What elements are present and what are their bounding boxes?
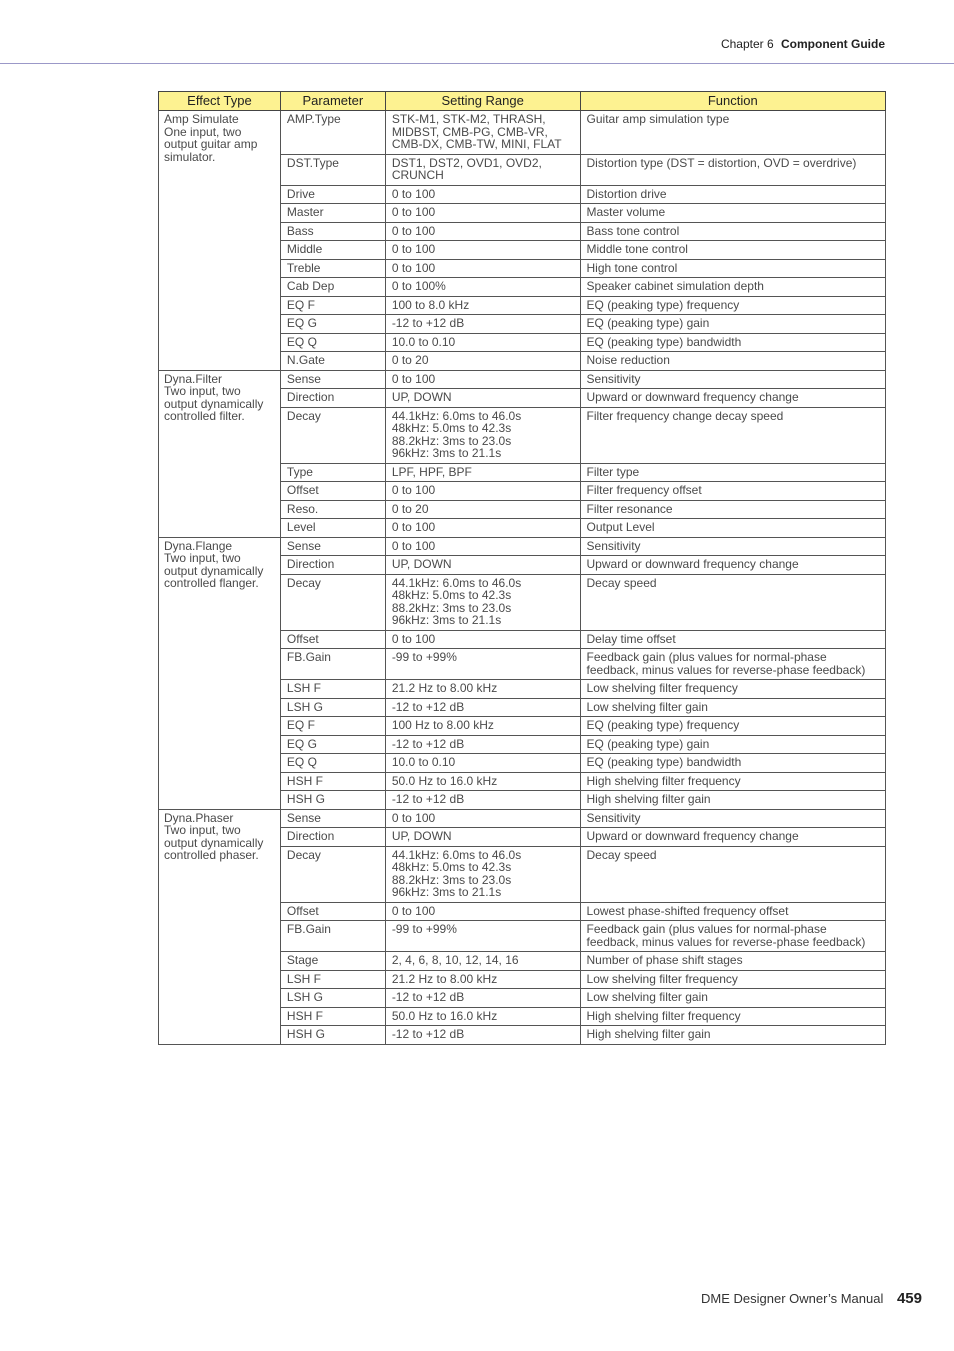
section-title: Component Guide	[781, 37, 885, 51]
setting-range-cell: 0 to 20	[385, 500, 580, 519]
parameter-cell: Offset	[280, 630, 385, 649]
effect-type-cell: Amp Simulate One input, two output guitar amp simulator.	[159, 111, 281, 371]
function-cell: Low shelving filter frequency	[580, 970, 885, 989]
parameter-cell: HSH F	[280, 772, 385, 791]
page-footer	[701, 1290, 922, 1307]
setting-range-cell: 0 to 100	[385, 204, 580, 223]
function-cell: High shelving filter gain	[580, 1026, 885, 1045]
parameter-cell: DST.Type	[280, 154, 385, 185]
function-cell: Upward or downward frequency change	[580, 828, 885, 847]
setting-range-cell: 0 to 100	[385, 482, 580, 501]
setting-range-cell: 0 to 100	[385, 519, 580, 538]
setting-range-cell: -12 to +12 dB	[385, 791, 580, 810]
setting-range-cell: -99 to +99%	[385, 649, 580, 680]
effect-type-cell: Dyna.Phaser Two input, two output dynamically controlled phaser.	[159, 809, 281, 1044]
setting-range-cell: -99 to +99%	[385, 921, 580, 952]
parameter-cell: Sense	[280, 370, 385, 389]
function-cell: Decay speed	[580, 574, 885, 630]
parameter-cell: Decay	[280, 407, 385, 463]
function-cell: High tone control	[580, 259, 885, 278]
parameter-cell: HSH G	[280, 1026, 385, 1045]
function-cell: Filter type	[580, 463, 885, 482]
setting-range-cell: 50.0 Hz to 16.0 kHz	[385, 1007, 580, 1026]
column-header-function: Function	[580, 92, 885, 111]
setting-range-cell: 100 Hz to 8.00 kHz	[385, 717, 580, 736]
setting-range-cell: -12 to +12 dB	[385, 735, 580, 754]
function-cell: Sensitivity	[580, 537, 885, 556]
table-row	[159, 809, 886, 828]
setting-range-cell: 21.2 Hz to 8.00 kHz	[385, 680, 580, 699]
function-cell: Upward or downward frequency change	[580, 556, 885, 575]
function-cell: Sensitivity	[580, 809, 885, 828]
function-cell: EQ (peaking type) gain	[580, 315, 885, 334]
setting-range-cell: 2, 4, 6, 8, 10, 12, 14, 16	[385, 952, 580, 971]
parameter-cell: Offset	[280, 902, 385, 921]
parameter-cell: LSH F	[280, 970, 385, 989]
function-cell: Lowest phase-shifted frequency offset	[580, 902, 885, 921]
function-cell: EQ (peaking type) bandwidth	[580, 754, 885, 773]
setting-range-cell: 44.1kHz: 6.0ms to 46.0s 48kHz: 5.0ms to 42.3s 88.2kHz: 3ms to 23.0s 96kHz: 3ms to 21.1s	[385, 574, 580, 630]
column-header-effect-type: Effect Type	[159, 92, 281, 111]
parameter-cell: Middle	[280, 241, 385, 260]
function-cell: Filter resonance	[580, 500, 885, 519]
setting-range-cell: -12 to +12 dB	[385, 989, 580, 1008]
setting-range-cell: 44.1kHz: 6.0ms to 46.0s 48kHz: 5.0ms to 42.3s 88.2kHz: 3ms to 23.0s 96kHz: 3ms to 21.1s	[385, 407, 580, 463]
setting-range-cell: 10.0 to 0.10	[385, 333, 580, 352]
parameter-cell: Cab Dep	[280, 278, 385, 297]
parameter-cell: FB.Gain	[280, 921, 385, 952]
setting-range-cell: 0 to 100	[385, 537, 580, 556]
setting-range-cell: 0 to 100	[385, 259, 580, 278]
function-cell: Master volume	[580, 204, 885, 223]
parameter-cell: Offset	[280, 482, 385, 501]
manual-title: DME Designer Owner’s Manual	[701, 1291, 884, 1306]
parameter-cell: Sense	[280, 809, 385, 828]
function-cell: Distortion type (DST = distortion, OVD = overdrive)	[580, 154, 885, 185]
parameter-cell: Treble	[280, 259, 385, 278]
function-cell: Sensitivity	[580, 370, 885, 389]
table-row	[159, 370, 886, 389]
function-cell: EQ (peaking type) frequency	[580, 296, 885, 315]
function-cell: Delay time offset	[580, 630, 885, 649]
parameter-cell: Decay	[280, 846, 385, 902]
function-cell: Feedback gain (plus values for normal-phase feedback, minus values for reverse-phase feedback)	[580, 921, 885, 952]
setting-range-cell: 0 to 100%	[385, 278, 580, 297]
parameter-cell: Sense	[280, 537, 385, 556]
function-cell: Middle tone control	[580, 241, 885, 260]
parameter-cell: Master	[280, 204, 385, 223]
page-number: 459	[896, 1290, 922, 1307]
parameter-cell: LSH G	[280, 989, 385, 1008]
parameter-cell: LSH G	[280, 698, 385, 717]
setting-range-cell: 44.1kHz: 6.0ms to 46.0s 48kHz: 5.0ms to 42.3s 88.2kHz: 3ms to 23.0s 96kHz: 3ms to 21.1s	[385, 846, 580, 902]
parameter-cell: Direction	[280, 389, 385, 408]
setting-range-cell: 0 to 100	[385, 809, 580, 828]
setting-range-cell: 0 to 100	[385, 241, 580, 260]
function-cell: Feedback gain (plus values for normal-phase feedback, minus values for reverse-phase feedback)	[580, 649, 885, 680]
function-cell: Noise reduction	[580, 352, 885, 371]
setting-range-cell: UP, DOWN	[385, 389, 580, 408]
column-header-setting-range: Setting Range	[385, 92, 580, 111]
function-cell: Low shelving filter gain	[580, 989, 885, 1008]
setting-range-cell: 10.0 to 0.10	[385, 754, 580, 773]
setting-range-cell: 0 to 100	[385, 222, 580, 241]
parameter-cell: Decay	[280, 574, 385, 630]
function-cell: Number of phase shift stages	[580, 952, 885, 971]
setting-range-cell: 0 to 100	[385, 902, 580, 921]
parameter-cell: AMP.Type	[280, 111, 385, 155]
chapter-label: Chapter 6	[720, 37, 774, 51]
column-header-parameter: Parameter	[280, 92, 385, 111]
function-cell: Low shelving filter frequency	[580, 680, 885, 699]
setting-range-cell: -12 to +12 dB	[385, 698, 580, 717]
setting-range-cell: -12 to +12 dB	[385, 1026, 580, 1045]
effect-type-cell: Dyna.Flange Two input, two output dynamically controlled flanger.	[159, 537, 281, 809]
function-cell: Distortion drive	[580, 185, 885, 204]
function-cell: EQ (peaking type) gain	[580, 735, 885, 754]
function-cell: Bass tone control	[580, 222, 885, 241]
parameter-cell: EQ F	[280, 296, 385, 315]
function-cell: EQ (peaking type) bandwidth	[580, 333, 885, 352]
parameter-cell: EQ Q	[280, 333, 385, 352]
function-cell: EQ (peaking type) frequency	[580, 717, 885, 736]
header-rule	[0, 63, 954, 64]
parameter-cell: EQ G	[280, 735, 385, 754]
function-cell: High shelving filter frequency	[580, 772, 885, 791]
function-cell: Low shelving filter gain	[580, 698, 885, 717]
parameter-cell: HSH F	[280, 1007, 385, 1026]
parameter-cell: Direction	[280, 828, 385, 847]
function-cell: High shelving filter gain	[580, 791, 885, 810]
page-header	[721, 37, 885, 51]
setting-range-cell: 50.0 Hz to 16.0 kHz	[385, 772, 580, 791]
function-cell: Filter frequency offset	[580, 482, 885, 501]
function-cell: Upward or downward frequency change	[580, 389, 885, 408]
table-row	[159, 111, 886, 155]
setting-range-cell: 0 to 100	[385, 185, 580, 204]
component-table	[158, 91, 886, 1045]
setting-range-cell: 100 to 8.0 kHz	[385, 296, 580, 315]
parameter-cell: FB.Gain	[280, 649, 385, 680]
setting-range-cell: LPF, HPF, BPF	[385, 463, 580, 482]
effect-type-cell: Dyna.Filter Two input, two output dynamically controlled filter.	[159, 370, 281, 537]
parameter-cell: Reso.	[280, 500, 385, 519]
parameter-cell: Type	[280, 463, 385, 482]
setting-range-cell: UP, DOWN	[385, 556, 580, 575]
table-header-row	[159, 92, 886, 111]
function-cell: High shelving filter frequency	[580, 1007, 885, 1026]
function-cell: Speaker cabinet simulation depth	[580, 278, 885, 297]
parameter-cell: N.Gate	[280, 352, 385, 371]
parameter-cell: Stage	[280, 952, 385, 971]
setting-range-cell: 0 to 100	[385, 370, 580, 389]
parameter-cell: HSH G	[280, 791, 385, 810]
function-cell: Guitar amp simulation type	[580, 111, 885, 155]
parameter-cell: Drive	[280, 185, 385, 204]
setting-range-cell: 0 to 100	[385, 630, 580, 649]
parameter-cell: EQ G	[280, 315, 385, 334]
function-cell: Output Level	[580, 519, 885, 538]
function-cell: Decay speed	[580, 846, 885, 902]
table-row	[159, 537, 886, 556]
parameter-cell: EQ Q	[280, 754, 385, 773]
setting-range-cell: 0 to 20	[385, 352, 580, 371]
parameter-cell: EQ F	[280, 717, 385, 736]
setting-range-cell: UP, DOWN	[385, 828, 580, 847]
parameter-cell: LSH F	[280, 680, 385, 699]
parameter-cell: Level	[280, 519, 385, 538]
function-cell: Filter frequency change decay speed	[580, 407, 885, 463]
setting-range-cell: STK-M1, STK-M2, THRASH, MIDBST, CMB-PG, CMB-VR, CMB-DX, CMB-TW, MINI, FLAT	[385, 111, 580, 155]
setting-range-cell: DST1, DST2, OVD1, OVD2, CRUNCH	[385, 154, 580, 185]
parameter-cell: Direction	[280, 556, 385, 575]
table-body	[159, 111, 886, 1045]
setting-range-cell: 21.2 Hz to 8.00 kHz	[385, 970, 580, 989]
setting-range-cell: -12 to +12 dB	[385, 315, 580, 334]
parameter-cell: Bass	[280, 222, 385, 241]
